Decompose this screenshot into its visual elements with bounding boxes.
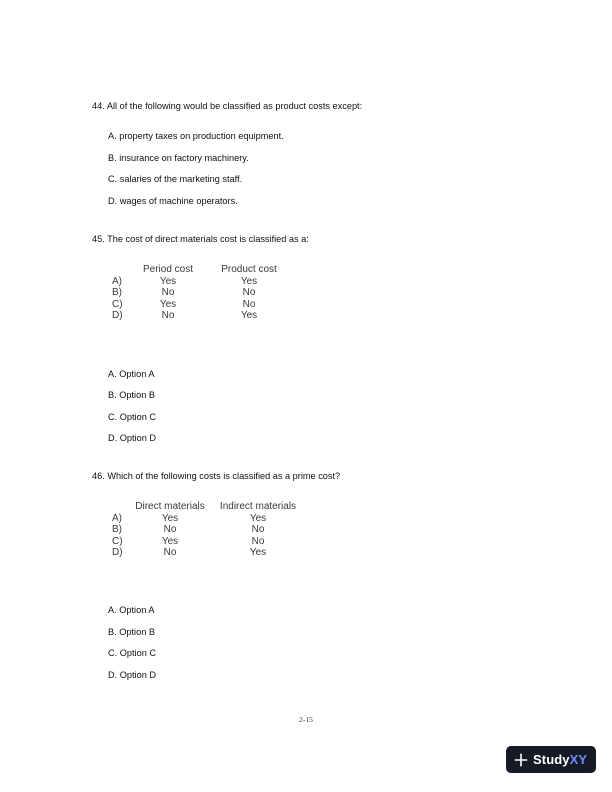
table-row-letters	[112, 276, 123, 322]
table-cell: Yes	[249, 547, 267, 558]
question-45-option-c: C. Option C	[108, 412, 156, 422]
studyxy-logo-text	[533, 752, 587, 767]
table-cell: No	[242, 287, 256, 298]
table-cell: No	[161, 287, 175, 298]
question-44-option-b: B. insurance on factory machinery.	[108, 153, 249, 163]
question-46-table-image	[112, 501, 312, 561]
table-cell: Yes	[159, 275, 177, 287]
table-header-period-cost: Period cost	[142, 264, 194, 275]
table-column-product-cost	[214, 264, 284, 322]
brand-main: Study	[533, 752, 570, 767]
question-45-prompt: 45. The cost of direct materials cost is classified as a:	[92, 234, 309, 244]
table-letter-d: D)	[112, 310, 123, 321]
table-header-indirect-materials: Indirect materials	[219, 501, 297, 512]
question-46-option-b: B. Option B	[108, 627, 155, 637]
table-letter-b: B)	[112, 287, 122, 298]
table-cell: No	[251, 535, 265, 547]
table-cell: Yes	[161, 535, 179, 547]
question-45-option-a: A. Option A	[108, 369, 155, 379]
page-number: 2-15	[299, 715, 313, 724]
table-cell: No	[242, 298, 256, 310]
table-cell: Yes	[240, 310, 258, 321]
table-letter-c: C)	[112, 298, 123, 310]
question-44-prompt: 44. All of the following would be classified as product costs except:	[92, 101, 363, 111]
table-column-direct-materials	[132, 501, 208, 559]
brand-accent: XY	[569, 752, 588, 767]
table-letter-b: B)	[112, 524, 122, 535]
question-45-option-d: D. Option D	[108, 433, 156, 443]
question-44-option-a: A. property taxes on production equipment.	[108, 131, 284, 141]
table-header-direct-materials: Direct materials	[135, 501, 205, 512]
question-45-option-b: B. Option B	[108, 390, 155, 400]
table-cell: No	[251, 524, 265, 535]
table-cell: No	[161, 310, 175, 321]
table-cell: No	[163, 524, 177, 535]
table-letter-d: D)	[112, 547, 123, 558]
table-letter-a: A)	[112, 275, 122, 287]
question-44-option-d: D. wages of machine operators.	[108, 196, 238, 206]
table-cell: Yes	[159, 298, 177, 310]
table-cell: Yes	[161, 512, 179, 524]
question-46-option-c: C. Option C	[108, 648, 156, 658]
table-header-product-cost: Product cost	[221, 264, 277, 275]
table-row-letters	[112, 513, 123, 559]
table-letter-c: C)	[112, 535, 123, 547]
table-cell: Yes	[249, 512, 267, 524]
table-column-indirect-materials	[216, 501, 300, 559]
table-cell: No	[163, 547, 177, 558]
question-46-option-a: A. Option A	[108, 605, 155, 615]
studyxy-badge[interactable]	[506, 746, 596, 773]
question-45-table-image	[112, 264, 292, 324]
table-cell: Yes	[240, 275, 258, 287]
table-letter-a: A)	[112, 512, 122, 524]
question-46-prompt: 46. Which of the following costs is classified as a prime cost?	[92, 471, 341, 481]
question-46-option-d: D. Option D	[108, 670, 156, 680]
plus-sparkle-icon	[514, 753, 528, 767]
table-column-period-cost	[138, 264, 198, 322]
question-44-option-c: C. salaries of the marketing staff.	[108, 174, 243, 184]
